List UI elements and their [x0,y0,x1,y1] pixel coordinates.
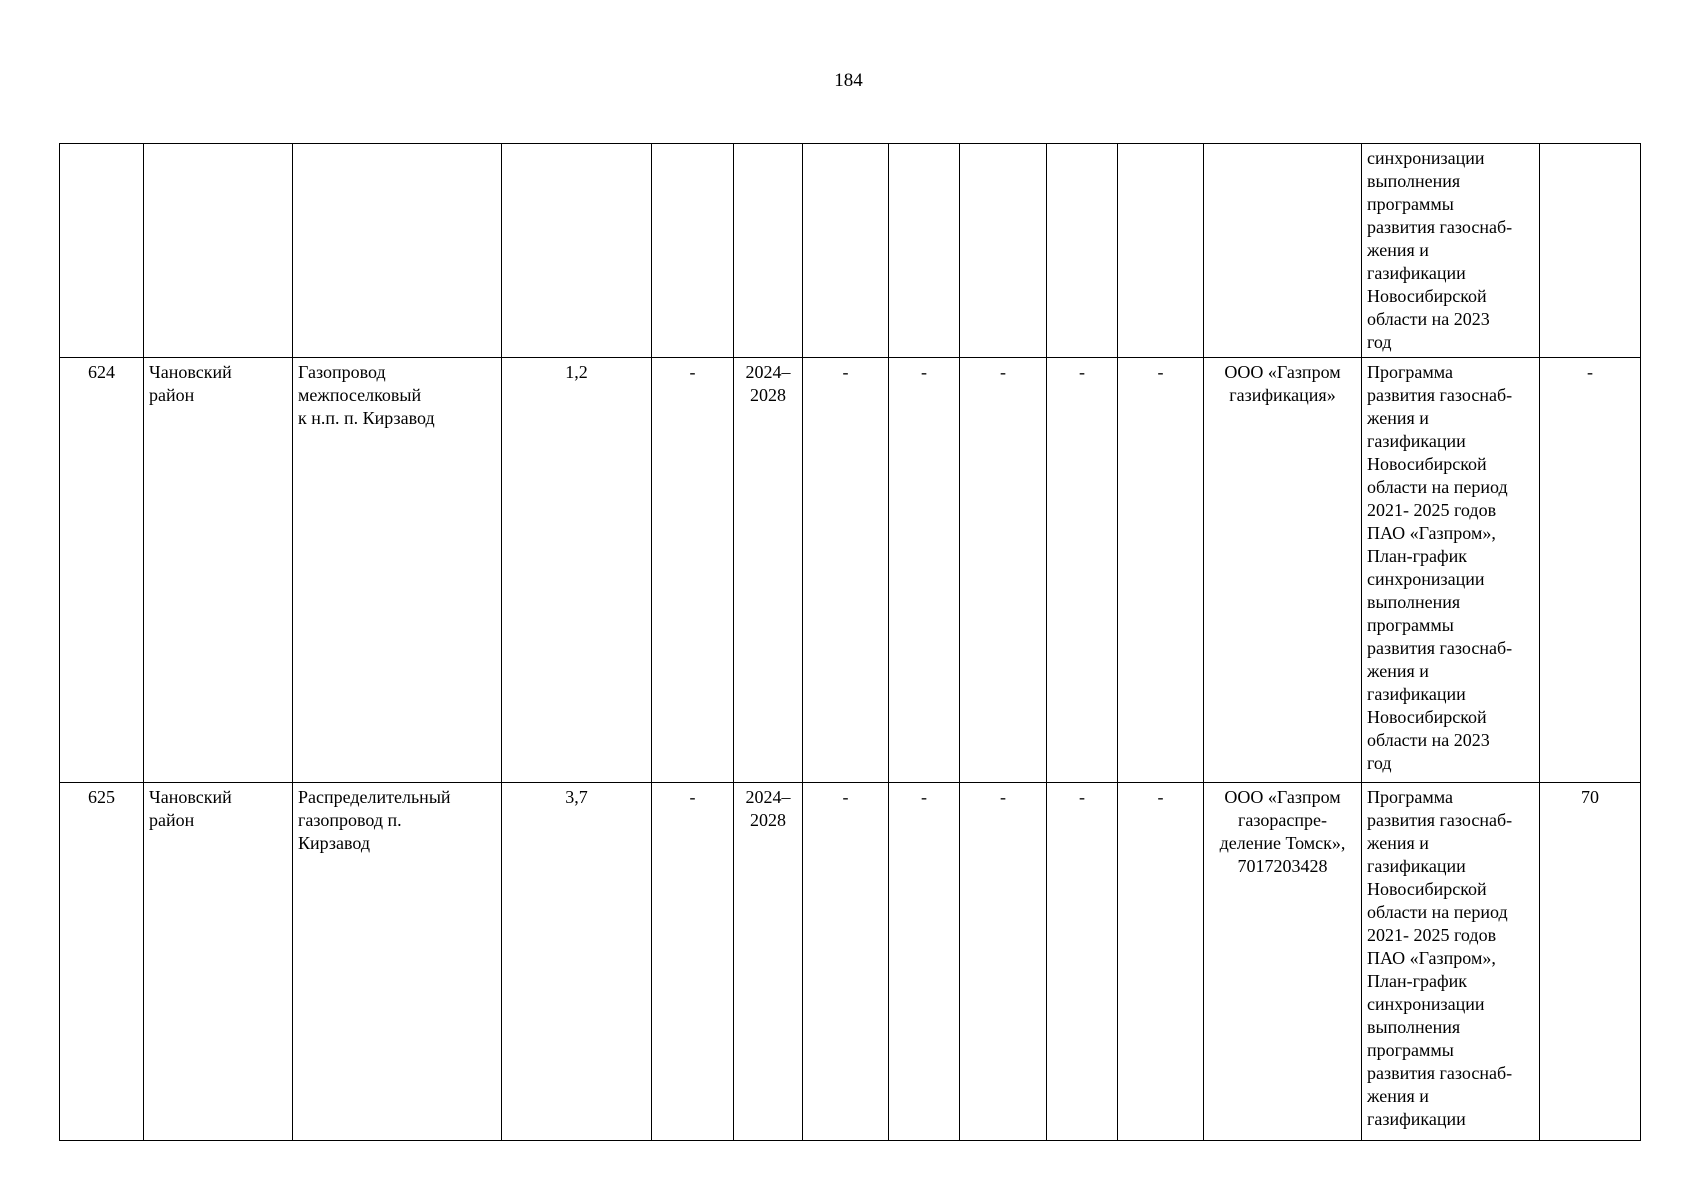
cell-length: 1,2 [502,358,652,783]
table-row [60,358,1641,783]
cell-organization: ООО «Газпром газификация» [1204,358,1362,783]
cell-name: Распределительный газопровод п. Кирзавод [293,783,502,1141]
cell-organization [1204,144,1362,358]
cell-col9: - [960,783,1047,1141]
cell-col7: - [803,783,889,1141]
cell-col8: - [889,783,960,1141]
cell-col11: - [1118,783,1204,1141]
cell-col8: - [889,358,960,783]
cell-name: Газопровод межпоселковый к н.п. п. Кирзавод [293,358,502,783]
cell-col10: - [1047,783,1118,1141]
table-row [60,783,1641,1141]
page-number: 184 [834,70,863,91]
cell-source: синхронизации выполнения программы развития газоснаб- жения и газификации Новосибирской области на 2023 год [1362,144,1540,358]
cell-last: 70 [1540,783,1641,1141]
cell-district: Чановский район [144,358,293,783]
cell-col5: - [652,358,734,783]
cell-col9 [960,144,1047,358]
infrastructure-table [59,143,1641,1141]
cell-col7: - [803,358,889,783]
cell-organization: ООО «Газпром газораспре- деление Томск», 7017203428 [1204,783,1362,1141]
cell-col11: - [1118,358,1204,783]
cell-col11 [1118,144,1204,358]
cell-period: 2024– 2028 [734,783,803,1141]
cell-district: Чановский район [144,783,293,1141]
cell-district [144,144,293,358]
cell-length [502,144,652,358]
cell-col8 [889,144,960,358]
cell-last [1540,144,1641,358]
cell-number: 625 [60,783,144,1141]
cell-last: - [1540,358,1641,783]
cell-name [293,144,502,358]
cell-col7 [803,144,889,358]
cell-source: Программа развития газоснаб- жения и газификации Новосибирской области на период 2021- 2025 годов ПАО «Газпром», План-график синхронизации выполнения программы развития газоснаб- жения и газификации Новосибирской области на 2023 год [1362,358,1540,783]
cell-col10 [1047,144,1118,358]
cell-source: Программа развития газоснаб- жения и газификации Новосибирской области на период 2021- 2025 годов ПАО «Газпром», План-график синхронизации выполнения программы развития газоснаб- жения и газификации [1362,783,1540,1141]
cell-number: 624 [60,358,144,783]
cell-length: 3,7 [502,783,652,1141]
cell-col5 [652,144,734,358]
cell-period: 2024– 2028 [734,358,803,783]
cell-col9: - [960,358,1047,783]
cell-col5: - [652,783,734,1141]
table-row-continuation [60,144,1641,358]
cell-period [734,144,803,358]
cell-number [60,144,144,358]
cell-col10: - [1047,358,1118,783]
